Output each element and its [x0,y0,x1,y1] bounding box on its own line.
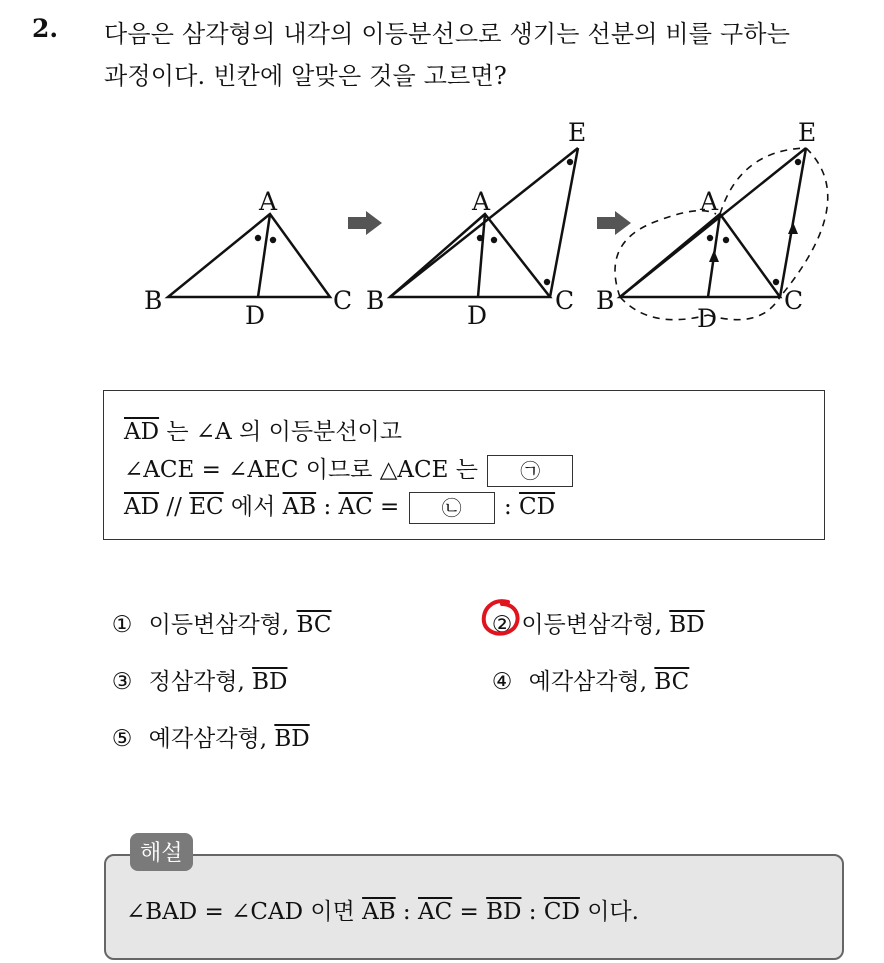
proof-line2: ∠ACE = ∠AEC 이므로 △ACE 는 ㉠ [124,451,575,487]
option-1[interactable]: ① 이등변삼각형, $\overline{BC}$ [111,612,332,638]
label-a-2: A [472,187,491,216]
proof-box [103,390,825,540]
label-c-2: C [555,286,575,315]
label-e-2: E [568,118,587,147]
blank-1: ㉠ [487,455,573,487]
label-b-2: B [366,286,385,315]
solution-text: ∠BAD = ∠CAD 이면 $\overline{AB}$ : $\overline{AC} = \overline{BD}$ : $\overline{CD}$ 이다. [126,899,639,925]
label-c-3: C [784,286,804,315]
question-number: 2. [32,14,59,43]
label-e-3: E [798,118,817,147]
proof-line3: $\overline{AD} // \overline{EC}$ 에서 $\overline{AB}$ : $\overline{AC}$ = ㉡ : $\overline{CD}$ [124,488,555,524]
option-5[interactable]: ⑤ 예각삼각형, $\overline{BD}$ [111,726,310,752]
solution-tag: 해설 [130,833,193,871]
label-c-1: C [333,286,353,315]
arrow-right-icon [348,211,382,235]
question-text-line1: 다음은 삼각형의 내각의 이등분선으로 생기는 선분의 비를 구하는 [104,20,791,48]
triangle-abc-1 [168,214,330,297]
answer-mark-circle [478,596,524,640]
option-2[interactable]: ② 이등변삼각형, $\overline{BD}$ [491,612,705,638]
proof-line1: $\overline{AD}$ 는 ∠A 의 이등분선이고 [124,419,402,445]
option-3[interactable]: ③ 정삼각형, $\overline{BD}$ [111,669,288,695]
label-d-3: D [697,304,718,333]
option-4[interactable]: ④ 예각삼각형, $\overline{BC}$ [491,669,690,695]
bisector-ad-1 [258,214,270,297]
blank-2: ㉡ [409,492,495,524]
arrow-right-icon [597,211,631,235]
triangle-abc-2 [390,214,550,297]
label-d-2: D [467,301,488,330]
label-d-1: D [245,301,266,330]
segment-ad: $\overline{AD}$ [124,419,160,445]
label-a-1: A [259,187,278,216]
question-text-line2: 과정이다. 빈칸에 알맞은 것을 고르면? [104,62,507,90]
label-b-3: B [596,286,615,315]
triangle-figure [0,100,884,350]
label-b-1: B [144,286,163,315]
label-a-3: A [700,187,719,216]
